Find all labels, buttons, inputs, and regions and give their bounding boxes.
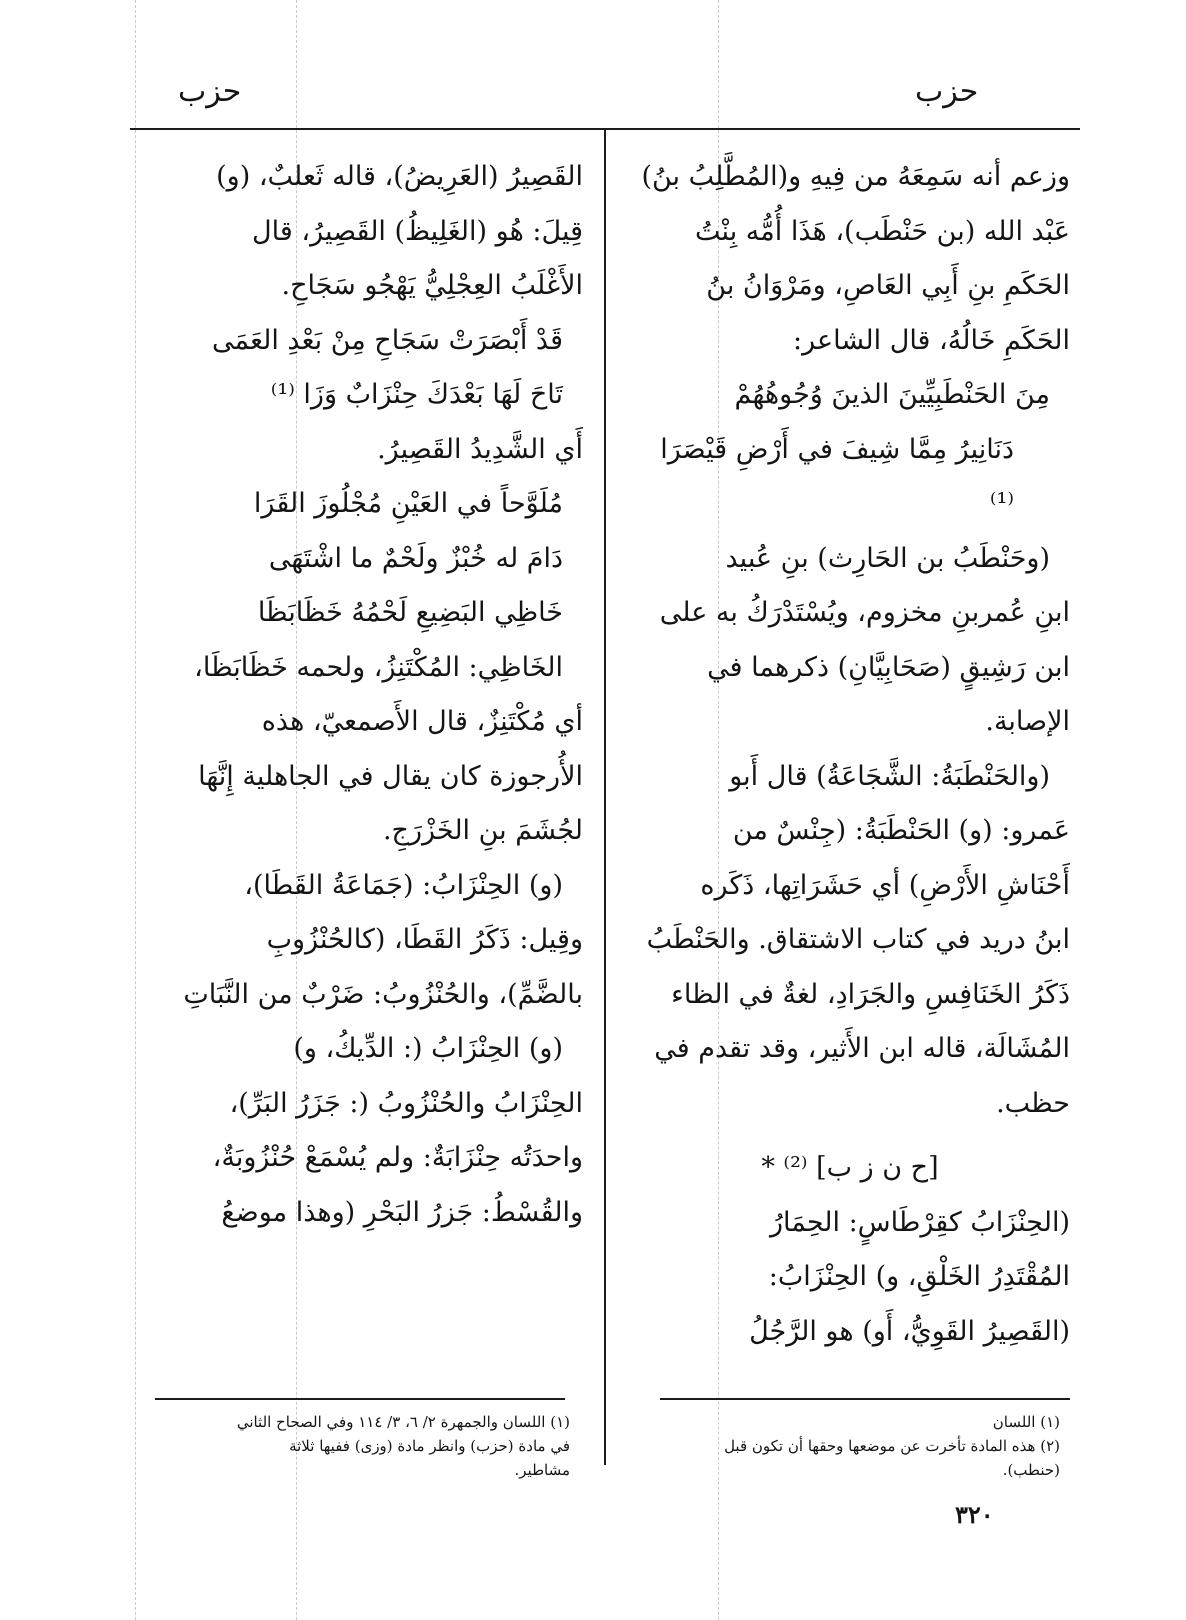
text-line: (وحَنْطَبُ بن الحَارِث) بنِ عُبيد (725, 542, 1050, 574)
text-line: المُقْتَدِرُ الخَلْقِ، و) الحِنْزَابُ: (768, 1261, 1070, 1292)
text-line: القَصِيرُ (العَرِيضُ)، قاله ثَعلبٌ، (و) (216, 161, 583, 192)
text-line: عَمرو: (و) الحَنْطَبَةُ: (جِنْسٌ من (732, 815, 1070, 846)
page-number: ٣٢٠ (955, 1500, 994, 1529)
footnote: (حنطب). (1002, 1461, 1060, 1479)
text-line: وقِيل: ذَكَرُ القَطَا، (كالحُنْزُوبِ (266, 924, 583, 955)
text-line: ابنُ دريد في كتاب الاشتقاق. والحَنْطَبُ (646, 924, 1070, 955)
footnotes-right (640, 1410, 1060, 1482)
footnote: في مادة (حزب) وانظر مادة (وزى) ففيها ثلاثة (289, 1437, 570, 1455)
text-line: الحَكَمِ بنِ أَبِي العَاصِ، ومَرْوَانُ بنُ (706, 270, 1070, 301)
text-line: حظب. (996, 1087, 1070, 1119)
text-line: وزعم أنه سَمِعَهُ من فِيهِ و(المُطَّلِبُ بنُ) (641, 161, 1070, 192)
verse-line: دَنَانِيرُ مِمَّا شِيفَ في أَرْضِ قَيْصَرَا ⁽¹⁾ (660, 433, 1014, 519)
text-line: ابن رَشِيقٍ (صَحَابِيَّانِ) ذكرهما في (707, 651, 1070, 683)
verse-line: تَاحَ لَهَا بَعْدَكَ حِنْزَابٌ وَزَا ⁽¹⁾ (270, 379, 563, 410)
text-line: لجُشَمَ بنِ الخَزْرَجِ. (382, 815, 583, 846)
verse-line: قَدْ أَبْصَرَتْ سَجَاحِ مِنْ بَعْدِ العَمَى (211, 324, 563, 356)
left-text-column (128, 150, 583, 1240)
text-line: أي مُكْتَنِزٌ، قال الأَصمعيّ، هذه (261, 706, 583, 737)
footnote: (١) اللسان (992, 1413, 1060, 1431)
text-line: الأَغْلَبُ العِجْلِيُّ يَهْجُو سَجَاحِ. (281, 270, 583, 301)
column-separator (604, 130, 606, 1465)
header-root-word-left: حزب (178, 74, 242, 109)
text-line: أَحْنَاشِ الأَرْضِ) أي حَشَرَاتِها، ذَكَره (700, 869, 1070, 901)
text-line: ابنِ عُمربنِ مخزوم، ويُسْتَدْرَكُ به على (659, 597, 1070, 628)
text-line: (و) الحِنْزَابُ (: الدِّيكُ، و) (293, 1033, 563, 1064)
text-line: والقُسْطُ: جَزرُ البَحْرِ (وهذا موضعُ (221, 1196, 583, 1228)
text-line: الإصابة. (985, 706, 1070, 737)
verse-line: مِنَ الحَنْطَبِيِّينَ الذينَ وُجُوهُهُمْ (734, 379, 1050, 410)
verse-line: مُلَوَّحاً في العَيْنِ مُجْلُوزَ القَرَا (253, 488, 563, 519)
text-line: ذَكَرُ الخَنَافِسِ والجَرَادِ، لغةٌ في الظاء (671, 978, 1070, 1010)
text-line: الأُرجوزة كان يقال في الجاهلية إِنَّهَا (198, 760, 583, 792)
text-line: الحَكَمِ خَالُهُ، قال الشاعر: (792, 324, 1070, 356)
text-line: المُشَالَة، قاله ابن الأَثير، وقد تقدم في (654, 1033, 1070, 1064)
verse-line: دَامَ له خُبْزٌ ولَحْمٌ ما اشْتَهَى (268, 542, 563, 574)
footnotes-left (130, 1410, 570, 1482)
text-line: بالضَّمِّ)، والحُنْزُوبُ: ضَرْبٌ من النَّبَاتِ (183, 978, 583, 1010)
text-line: قِيلَ: هُو (الغَلِيظُ) القَصِيرُ، قال (252, 215, 583, 247)
footnote-rule-right (660, 1398, 1070, 1400)
text-line: أَي الشَّدِيدُ القَصِيرُ. (377, 433, 583, 465)
text-line: واحدَتُه حِنْزَابَةٌ: ولم يُسْمَعْ حُنْزُوبَةٌ، (212, 1142, 583, 1173)
text-line: (القَصِيرُ القَوِيُّ، أَو) هو الرَّجُلُ (749, 1315, 1070, 1347)
entry-heading: [ح ن ز ب] ⁽²⁾ * (761, 1152, 939, 1183)
header-root-word-right: حزب (915, 74, 979, 109)
text-line: (والحَنْطَبَةُ: الشَّجَاعَةُ) قال أَبو (729, 760, 1050, 792)
text-line: عَبْد الله (بن حَنْطَب)، هَذَا أُمُّه بِنْتُ (695, 215, 1070, 247)
footnote: مشاطير. (514, 1461, 570, 1479)
text-line: (الحِنْزَابُ كقِرْطَاسٍ: الحِمَارُ (769, 1206, 1070, 1238)
verse-line: خَاظِي البَضِيعِ لَحْمُهُ خَظَابَظَا (257, 597, 563, 628)
footnote: (٢) هذه المادة تأخرت عن موضعها وحقها أن تكون قبل (724, 1437, 1060, 1455)
text-line: (و) الحِنْزَابُ: (جَمَاعَةُ القَطَا)، (244, 869, 563, 901)
footnote: (١) اللسان والجمهرة ٢/ ٦، ٣/ ١١٤ وفي الصحاح الثاني (236, 1413, 570, 1431)
right-text-column (630, 150, 1070, 1359)
text-line: الحِنْزَابُ والحُنْزُوبُ (: جَزَرُ البَرِّ)، (229, 1087, 583, 1119)
text-line: الخَاظِي: المُكْتَنِزُ، ولحمه خَظَابَظَا، (194, 651, 563, 683)
footnote-rule-left (155, 1398, 565, 1400)
